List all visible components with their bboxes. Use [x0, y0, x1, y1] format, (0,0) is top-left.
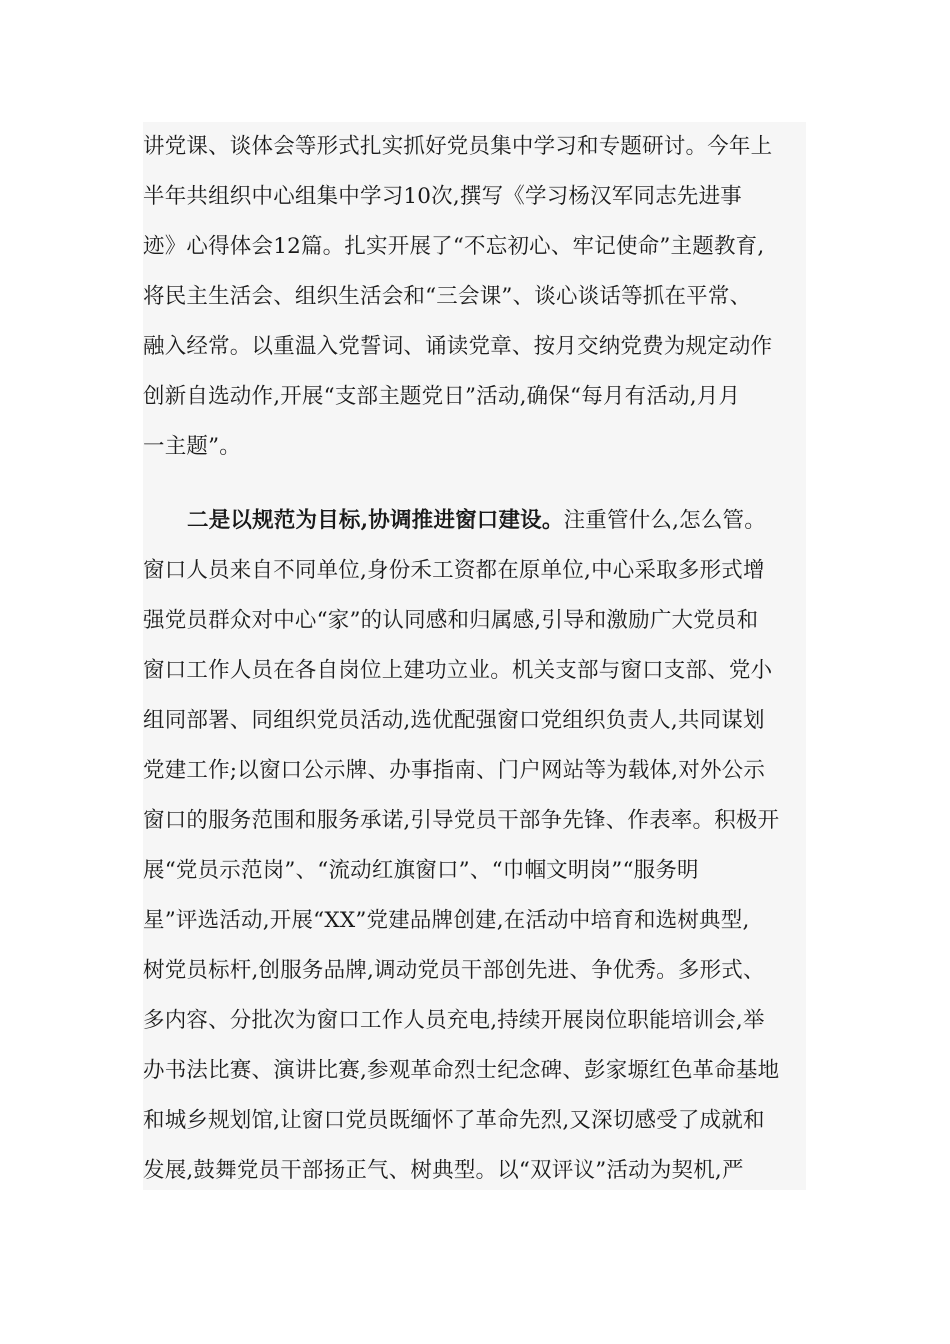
paragraph-2-line-2: 窗口人员来自不同单位,身份禾工资都在原单位,中心采取多形式增: [143, 558, 765, 583]
paragraph-2-line-4: 窗口工作人员在各自岗位上建功立业。机关支部与窗口支部、党小: [143, 658, 773, 683]
paragraph-2-first-line-rest: 注重管什么,怎么管。: [563, 508, 766, 533]
paragraph-2-line-9: 星”评选活动,开展“XX”党建品牌创建,在活动中培育和选树典型,: [143, 908, 750, 933]
paragraph-1-line-1: 讲党课、谈体会等形式扎实抓好党员集中学习和专题研讨。今年上: [143, 134, 773, 159]
text-block: [143, 122, 806, 1190]
paragraph-2-line-7: 窗口的服务范围和服务承诺,引导党员干部争先锋、作表率。积极开: [143, 808, 780, 833]
paragraph-2-line-5: 组同部署、同组织党员活动,选优配强窗口党组织负责人,共同谋划: [143, 708, 765, 733]
paragraph-2-line-12: 办书法比赛、演讲比赛,参观革命烈士纪念碑、彭家塬红色革命基地: [143, 1058, 780, 1083]
paragraph-2-line-8: 展“党员示范岗”、“流动红旗窗口”、“巾帼文明岗”“服务明: [143, 858, 699, 883]
paragraph-1-line-6: 创新自选动作,开展“支部主题党日”活动,确保“每月有活动,月月: [143, 384, 741, 409]
paragraph-1-line-3: 迹》心得体会12篇。扎实开展了“不忘初心、牢记使命”主题教育,: [143, 234, 765, 259]
paragraph-2-line-13: 和城乡规划馆,让窗口党员既缅怀了革命先烈,又深切感受了成就和: [143, 1108, 765, 1133]
paragraph-1-line-4: 将民主生活会、组织生活会和“三会课”、谈心谈话等抓在平常、: [143, 284, 752, 309]
paragraph-2-heading: 二是以规范为目标,协调推进窗口建设。: [187, 508, 564, 533]
paragraph-2-line-6: 党建工作;以窗口公示牌、办事指南、门户网站等为载体,对外公示: [143, 758, 766, 783]
paragraph-2-line-3: 强党员群众对中心“家”的认同感和归属感,引导和激励广大党员和: [143, 608, 759, 633]
paragraph-2-line-14: 发展,鼓舞党员干部扬正气、树典型。以“双评议”活动为契机,严: [143, 1158, 744, 1183]
paragraph-1-line-2: 半年共组织中心组集中学习10次,撰写《学习杨汉军同志先进事: [143, 184, 742, 209]
paragraph-2-line-11: 多内容、分批次为窗口工作人员充电,持续开展岗位职能培训会,举: [143, 1008, 765, 1033]
paragraph-1-line-5: 融入经常。以重温入党誓词、诵读党章、按月交纳党费为规定动作: [143, 334, 773, 359]
paragraph-2-first-line: [187, 506, 766, 536]
paragraph-1-line-7: 一主题”。: [143, 434, 241, 459]
paragraph-2-line-10: 树党员标杆,创服务品牌,调动党员干部创先进、争优秀。多形式、: [143, 958, 765, 983]
